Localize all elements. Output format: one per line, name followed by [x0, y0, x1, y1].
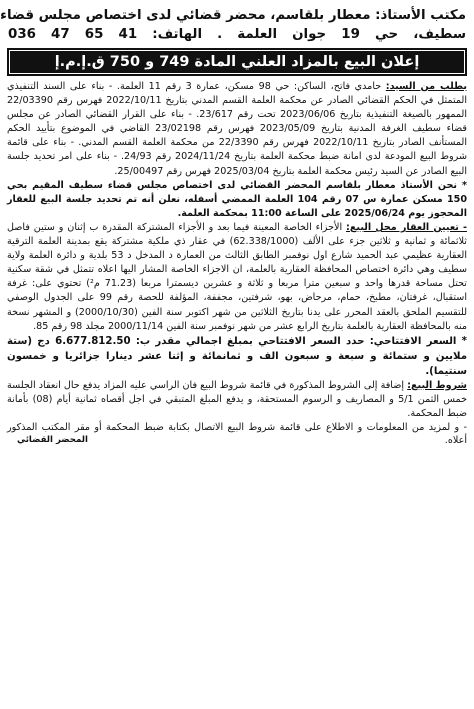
contact-text: - و لمزيد من المعلومات و الاطلاع على قائمة شروط البيع الاتصال بكتابة ضبط المحكمة أو مقر المكتب المذكور أعلاه. [7, 421, 467, 446]
notice-title-banner: إعلان البيع بالمزاد العلني المادة 749 و 750 ق.إ.م.إ [7, 48, 467, 76]
property-lead: - تعيين العقار محل البيع: [346, 221, 467, 233]
property-paragraph [7, 221, 467, 334]
property-text: الأجزاء الخاصة المعينة فيما بعد و الأجزاء المشتركة المقدرة ب إثنان و ستين فاصل ثلاثمائة و ثمانية و ثلاثين جزء على الألف (62.338/1000) في عقار ذي ملكية مشتركة يقع بمدينة العلمة الترقية العقارية عظيمي عبد الحميد شارع اول نوفمبر الطابق الثالث من العمارة د المدخل د 53 بلدية و دائرة العلمة ولاية سطيف وهي دائرة اختصاص المحافظة العقارية بالعلمة، ان الاجزاء الخاصة المشار اليها اعلاه تتمثل في شقة سكنية تحتل مساحة قدرها واحد و سبعين مترا مربعا و ثلاثة و عشرين ديسمترا مربعا (71.23 م²) تحتوي على: غرفة استقبال، غرفتان، مطبخ، حمام، مرحاض، بهو، شرفتين، مجففة، المؤلفة للحصة رقم 99 على الجدول الوصفي للتقسيم الملحق بالعقد المحرر على يدنا بتاريخ الثلاثين من شهر اكتوبر سنة الفين (2000/10/30) و المشهر نسخة منه بالمحافظة العقارية بالعلمة بتاريخ الرابع عشر من شهر نوفمبر سنة الفين 2000/11/14 مجلد 98 رقم 85. [7, 221, 467, 332]
contact-paragraph [7, 421, 467, 447]
opening-price-paragraph: * السعر الافتتاحي: حدد السعر الافتتاحي بمبلغ اجمالي مقدر ب: 6.677.812.50 دج (ستة ملايين و ستمائة و سبعة و سبعون الف و ثمانمائة و إثنا عشر دينارا جزائريا و خمسون سنتيما). [7, 335, 467, 377]
sale-conditions-lead: شروط البيع: [407, 379, 467, 391]
office-header-line-1: مكتب الأستاذ: معطار بلقاسم، محضر قضائي لدى اختصاص مجلس قضاء [0, 8, 466, 23]
office-header-line-2: سطيف، حي 19 جوان العلمة . الهاتف: 41 65 47 036 [8, 27, 466, 42]
requester-lead: بطلب من السيد: [385, 81, 467, 92]
office-header [0, 6, 466, 44]
sale-conditions-paragraph [7, 379, 467, 421]
requester-text: حامدي فاتح، الساكن: حي 98 مسكن، عمارة 3 رقم 11 العلمة. - بناء على السند التنفيذي المتمثل في الحكم القضائي الصادر عن محكمة العلمة القسم المدني بتاريخ 2022/10/11 فهرس رقم 22/03390 الممهور بالصيغة التنفيذية بتاريخ 2023/06/06 تحت رقم 23/617. - بناء على القرار القضائي الصادر عن مجلس قضاء سطيف الغرفة المدنية بتاريخ 2023/05/09 فهرس رقم 23/02198 القاضي في الموضوع بتأييد الحكم المستأنف الصادر بتاريخ 2022/10/11 فهرس رقم 22/3390 من محكمة العلمة القسم المدني. - بناء على قائمة شروط البيع المودعة لدى امانة ضبط محكمة العلمة بتاريخ 2024/11/24 رقم 24/93. - بناء على امر تحديد جلسة البيع الصادر عن السيد رئيس محكمة العلمة بتاريخ 2025/03/04 فهرس رقم 25/00497. [7, 81, 468, 177]
requester-paragraph [7, 80, 467, 179]
sale-conditions-text: إضافة إلى الشروط المذكورة في قائمة شروط البيع فان الراسي عليه المزاد يدفع حال انعقاد الجلسة خمس الثمن 5/1 و المصاريف و الرسوم المستحقة، و يدفع المبلغ المتبقي في اجل أقصاه ثمانية أيام (08) بأمانة ضبط المحكمة. [7, 379, 468, 419]
bailiff-signature: المحضر القضائي [17, 434, 88, 445]
notice-body [7, 80, 467, 447]
session-paragraph: * نحن الأستاذ معطار بلقاسم المحضر القضائي لدى اختصاص مجلس قضاء سطيف المقيم بحي 150 مسكن عمارة س 07 رقم 104 العلمة الممضي أسفله، نعلن أنه تم تحديد جلسة البيع للعقار المحجوز يوم 2025/06/24 على الساعة 11:00 بمحكمة العلمة. [7, 179, 467, 219]
